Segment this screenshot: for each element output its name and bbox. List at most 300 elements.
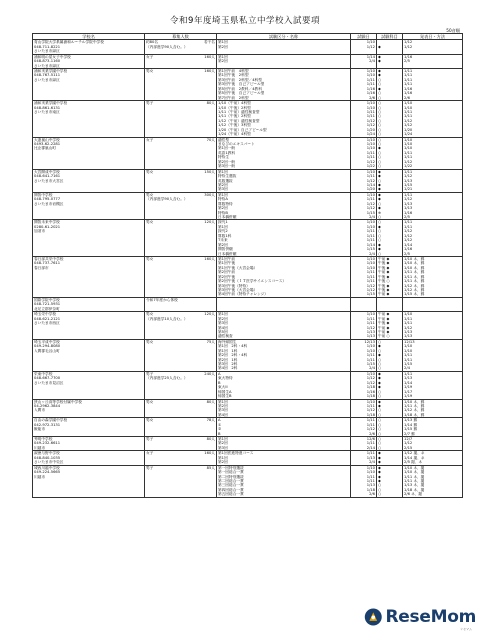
subjects-cell <box>377 437 403 451</box>
exam-date-line: 1/10 <box>366 73 375 78</box>
exam-type-line: 1/10（午前）4科型 <box>218 101 251 106</box>
subjects-line: ◆ <box>378 192 381 197</box>
exam-type-line: 1/12（午後）3科型 <box>218 123 251 128</box>
exam-date-cell <box>351 40 377 54</box>
exam-date-line: 1/12 <box>366 288 375 293</box>
recruit-label: 男子 <box>146 437 154 442</box>
school-line: 浦和実業学園中学校 <box>34 69 68 74</box>
school-line: 埼玉平成中学校 <box>34 339 60 344</box>
exam-date-line: 1/15 <box>366 210 375 215</box>
school-cell <box>33 54 145 68</box>
subjects-line: ○ <box>378 137 382 142</box>
subjects-line: ◆ <box>378 455 381 460</box>
exam-date-line: 1/12 <box>366 123 375 128</box>
announcement-cell <box>403 297 463 311</box>
exam-date-line: 1/10 <box>366 465 375 470</box>
announcement-cell <box>403 256 463 297</box>
exam-date-line: 1/12 <box>366 206 375 211</box>
subjects-line: ○ <box>378 357 382 362</box>
recruit-capacity: 150人 <box>204 169 215 174</box>
exam-type-line: 第1回 1科 <box>218 348 238 353</box>
exam-date-cell <box>351 297 377 311</box>
school-cell <box>33 40 145 54</box>
table-row <box>33 256 463 297</box>
announcement-line: 1/13 <box>404 376 413 381</box>
school-line: 埼玉栄中学校 <box>34 312 57 317</box>
exam-date-line: 1/11 <box>366 474 375 479</box>
subjects-line: ◆ <box>378 380 381 385</box>
table-row <box>33 169 463 192</box>
announcement-line: 1/12 <box>404 229 413 234</box>
exam-type-line: ① <box>218 422 222 427</box>
exam-date-line: 1/10 <box>366 101 375 106</box>
exam-type-line: 第1回午後 <box>218 261 236 266</box>
subjects-cell <box>377 69 403 101</box>
recruit-capacity: 80人 <box>206 101 215 106</box>
announcement-line: 12/13 <box>404 339 415 344</box>
subjects-line: ※ <box>378 210 382 215</box>
subjects-line: ◆ <box>378 242 381 247</box>
exam-date-line: 1/10 <box>366 40 375 45</box>
table-row <box>33 40 463 54</box>
school-line: 川越市 <box>34 474 46 479</box>
exam-type-cell <box>217 137 351 169</box>
subjects-line: ○ <box>378 220 382 225</box>
recruit-capacity: 70人 <box>206 137 215 142</box>
announcement-line: 1/11 <box>404 220 413 225</box>
table-row <box>33 297 463 311</box>
exam-type-line: 第2回 1科 <box>218 357 238 362</box>
recruit-cell <box>145 312 217 340</box>
exam-type-line: 第1回 <box>218 399 228 404</box>
exam-date-cell <box>351 256 377 297</box>
school-cell <box>33 297 145 311</box>
school-cell <box>33 69 145 101</box>
exam-date-line: 1/10 <box>366 146 375 151</box>
exam-date-line: 1/10 <box>366 265 375 270</box>
school-line: 048-873-1160 <box>34 59 61 64</box>
exam-date-line: 1/11 <box>366 174 375 179</box>
exam-type-line: 第二回総合一貫 <box>218 478 244 483</box>
subjects-line: ◆ <box>378 403 381 408</box>
announcement-line: 2/5 <box>404 215 410 220</box>
announcement-line: 1/10 ネ、郵 <box>404 261 425 266</box>
subjects-cell <box>377 451 403 465</box>
exam-type-cell <box>217 437 351 451</box>
subjects-line: ○ <box>378 394 382 399</box>
exam-date-line: 1/10 <box>366 371 375 376</box>
announcement-line: 1/10 <box>404 312 413 317</box>
school-line: さいたま市中央区 <box>34 460 64 465</box>
exam-date-line: 1/12 <box>366 325 375 330</box>
col-header-exam-type: 試験区分・名称 <box>217 34 351 40</box>
school-line: 比企郡嵐山町 <box>34 146 57 151</box>
recruit-cell <box>145 69 217 101</box>
recruit-cell <box>145 465 217 497</box>
announcement-line: 1/12 ネ、郵 <box>404 283 425 288</box>
exam-date-line: 1/16 <box>366 86 375 91</box>
announcement-line: 1/13 郵 <box>404 418 418 423</box>
announcement-cell <box>403 137 463 169</box>
exam-date-line: 1/16 <box>366 91 375 96</box>
announcement-cell <box>403 220 463 257</box>
announcement-line: 1/11 ネ、掲 <box>404 478 425 483</box>
exam-date-line: 1/11 <box>366 150 375 155</box>
exam-type-line: 特待生選抜 <box>218 174 237 179</box>
exam-type-line: 1/20（午前）自己アピール型 <box>218 127 267 132</box>
exam-date-line: 1/12 <box>366 376 375 381</box>
subjects-line: ◆ <box>378 385 381 390</box>
resemom-logo-text: ReseMom <box>385 607 476 627</box>
school-cell <box>33 220 145 257</box>
subjects-line: ○ <box>378 483 382 488</box>
announcement-line: 1/19 <box>404 385 413 390</box>
school-cell <box>33 451 145 465</box>
exam-type-line: 第3回 <box>218 408 228 413</box>
subjects-line: ◆ <box>378 224 381 229</box>
subjects-cell <box>377 371 403 399</box>
announcement-line: 1/11 ネ、郵 <box>404 403 425 408</box>
exam-type-cell <box>217 169 351 192</box>
table-row <box>33 339 463 371</box>
exam-type-line: 算数1科 <box>218 233 232 238</box>
recruit-line <box>146 376 215 380</box>
subjects-line: ◆ <box>378 470 381 475</box>
exam-type-line: 第1回午後（大宮会場） <box>218 265 258 270</box>
announcement-cell <box>403 399 463 418</box>
announcement-cell <box>403 418 463 437</box>
exam-type-line: 第2回 <box>218 460 228 465</box>
exam-type-line: 第1回午前 <box>218 256 236 261</box>
exam-date-line: 1/24 <box>366 132 375 137</box>
exam-date-cell <box>351 169 377 192</box>
recruit-capacity: 80人 <box>206 399 215 404</box>
exam-type-line: 第四回総合一貫 <box>218 487 244 492</box>
announcement-line: 1/13 <box>404 206 413 211</box>
announcement-line: 1/14 <box>404 242 413 247</box>
recruit-cell <box>145 418 217 437</box>
exam-type-line: 第2回 <box>218 242 228 247</box>
school-line: 北足立郡伊奈町 <box>34 306 60 311</box>
exam-date-line: 1/11 <box>366 270 375 275</box>
school-line: さいたま市大宮区 <box>34 178 64 183</box>
exam-date-line: 1/11 <box>366 82 375 87</box>
subjects-line: 午後 ◆ <box>378 265 390 270</box>
exam-date-line: 1/10 <box>366 137 375 142</box>
exam-type-line: 算数特待 <box>218 201 233 206</box>
recruit-capacity: 120人 <box>204 220 215 225</box>
announcement-line: 1/12 <box>404 159 413 164</box>
school-line: 城西川越中学校 <box>34 465 60 470</box>
exam-date-line: 1/12 <box>366 408 375 413</box>
recruit-label: 男女 <box>146 169 154 174</box>
col-header-subjects: 試験科目 <box>377 34 403 40</box>
subjects-line: ○ <box>378 105 382 110</box>
school-cell <box>33 192 145 220</box>
announcement-line: 1/11 <box>404 109 413 114</box>
announcement-line: 2/5 掲、ネ <box>404 460 423 465</box>
exam-date-line: 1/10 <box>366 348 375 353</box>
recruit-label: 男女 <box>146 418 154 423</box>
announcement-line: 1/10 <box>404 137 413 142</box>
exam-type-cell <box>217 297 351 311</box>
recruit-label: 男女 <box>146 220 154 225</box>
subjects-line: ◆ <box>378 474 381 479</box>
subjects-cell <box>377 399 403 418</box>
announcement-line: 1/15 ネ、郵 <box>404 292 425 297</box>
subjects-line: ○ <box>378 164 382 169</box>
resemom-logo-subtext: リセマム <box>460 627 472 631</box>
subjects-line: ○ <box>378 362 382 367</box>
exam-type-line: 第1回 <box>218 54 228 59</box>
exam-type-line: ② <box>218 427 222 432</box>
exam-type-line: 第5回午後 自己アピール型 <box>218 91 265 96</box>
school-line: さいたま市緑区 <box>34 63 60 68</box>
announcement-line: 1/10 ネ、掲 <box>404 470 425 475</box>
recruit-line <box>146 170 215 174</box>
subjects-line: ◆ <box>378 206 381 211</box>
exam-type-line: 第2回 <box>218 206 228 211</box>
recruit-label: 女子 <box>146 54 154 59</box>
exam-date-line: 1/11 <box>366 353 375 358</box>
school-cell <box>33 418 145 437</box>
recruit-line <box>146 340 215 344</box>
subjects-line: 午前 ◆ <box>378 312 390 317</box>
announcement-line: 1/11 ネ、掲 <box>404 474 425 479</box>
school-cell <box>33 399 145 418</box>
subjects-line: ○ <box>378 389 382 394</box>
school-line: 青山学院大学系属浦和ルーテル学院中学校 <box>34 40 104 45</box>
exam-date-line: 1/15 <box>366 247 375 252</box>
exam-type-line: 第2回 <box>218 441 228 446</box>
exam-type-line: 第2回 <box>218 59 228 64</box>
subjects-line: ○ <box>378 437 382 442</box>
exam-date-line: 1/12 <box>366 44 375 49</box>
recruit-line <box>146 69 215 73</box>
recruit-line <box>146 400 215 404</box>
subjects-line: 午後 ◆ <box>378 321 390 326</box>
exam-date-line: 1/11 <box>366 233 375 238</box>
announcement-line: 1/11 <box>404 69 413 74</box>
exam-date-cell <box>351 312 377 340</box>
subjects-line: ◆ <box>378 59 381 64</box>
announcement-line: 1/10 ネ、郵 <box>404 256 425 261</box>
subjects-line: ○ <box>378 339 382 344</box>
subjects-line: 午前 ◆ <box>378 316 390 321</box>
exam-type-cell <box>217 256 351 297</box>
announcement-line: 1/14 郵 <box>404 422 418 427</box>
school-line: 0493-62-2281 <box>34 142 61 147</box>
recruit-label: （内部進学90人含む。） <box>146 44 188 49</box>
school-line: 048-721-5931 <box>34 302 61 307</box>
exam-date-line: 1/11 <box>366 422 375 427</box>
subjects-line: ◆ <box>378 69 381 74</box>
subjects-line: ◆ <box>378 344 381 349</box>
exam-date-line: 1/18 <box>366 487 375 492</box>
subjects-line: ○ <box>378 118 382 123</box>
announcement-cell <box>403 101 463 138</box>
exam-type-line: 適性型 <box>218 137 230 142</box>
subjects-line: ○ <box>378 408 382 413</box>
school-cell <box>33 465 145 497</box>
announcement-line: 1/11 <box>404 114 413 119</box>
exam-date-line: 1/11 <box>366 238 375 243</box>
school-line: 大妻嵐山中学校 <box>34 137 60 142</box>
school-line: 048-767-5111 <box>34 73 61 78</box>
exam-type-line: 第4回 2科 <box>218 366 238 371</box>
announcement-line: 1/11 <box>404 353 413 358</box>
school-line: 浦和実業学園中学校 <box>34 101 68 106</box>
exam-date-line: 1/13 <box>366 334 375 339</box>
announcement-line: 1/13 ネ、掲 <box>404 483 425 488</box>
subjects-line: ◆ <box>378 146 381 151</box>
exam-date-line: 1/10 <box>366 192 375 197</box>
exam-type-line: 1/12（午前）適性検査型 <box>218 118 260 123</box>
exam-date-cell <box>351 371 377 399</box>
exam-date-line: 1/12 <box>366 201 375 206</box>
exam-type-line: 第三回総合一貫 <box>218 483 244 488</box>
exam-type-line: 第1回午前 4科型 <box>218 69 249 74</box>
exam-date-cell <box>351 220 377 257</box>
exam-type-line: 第3回午後（特待） <box>218 283 250 288</box>
recruit-line <box>146 466 215 470</box>
exam-type-line: B <box>218 431 221 436</box>
exam-type-cell <box>217 465 351 497</box>
school-line: さいたま市南区 <box>34 109 60 114</box>
exam-type-line: 探究2 <box>218 229 228 234</box>
table-row <box>33 418 463 437</box>
subjects-line: ◆ <box>378 182 381 187</box>
exam-type-line: 第3回 <box>218 445 228 450</box>
exam-type-line: 第1回 <box>218 224 228 229</box>
school-line: 大宮開成中学校 <box>34 169 60 174</box>
exam-type-line: 第2回午前 <box>218 270 236 275</box>
recruit-line <box>146 418 215 422</box>
announcement-line: 1/14 掲、ネ <box>404 455 425 460</box>
exam-type-line: 第3回一般 <box>218 164 236 169</box>
announcement-line: 1/15 <box>404 362 413 367</box>
announcement-line: 1/11 <box>404 169 413 174</box>
recruit-cell <box>145 297 217 311</box>
table-row <box>33 465 463 497</box>
exam-date-line: 1/10 <box>366 224 375 229</box>
announcement-cell <box>403 451 463 465</box>
recruit-label: 男女 <box>146 339 154 344</box>
subjects-line: 午後 ◆ <box>378 261 390 266</box>
exam-type-line: 第3回 <box>218 321 228 326</box>
recruit-capacity: 78人 <box>206 418 215 423</box>
exam-type-cell <box>217 101 351 138</box>
subjects-line: ○ <box>378 431 382 436</box>
exam-date-line: 2/14 <box>366 445 375 450</box>
exam-date-line: 1/10 <box>366 169 375 174</box>
exam-type-cell <box>217 40 351 54</box>
exam-type-line: 第2回 2科・4科 <box>218 353 248 358</box>
exam-date-line: 1/11 <box>366 451 375 456</box>
announcement-cell <box>403 437 463 451</box>
exam-date-cell <box>351 192 377 220</box>
exam-date-cell <box>351 465 377 497</box>
exam-type-cell <box>217 371 351 399</box>
announcement-line: 1/12 <box>404 233 413 238</box>
exam-type-line: 第2回 <box>218 403 228 408</box>
exam-date-line: 1/11 <box>366 441 375 446</box>
exam-date-line: 1/11 <box>366 478 375 483</box>
recruit-line <box>146 55 215 59</box>
exam-date-line: 1/14 <box>366 182 375 187</box>
exam-type-line: 1/10（午後）2科型 <box>218 105 251 110</box>
announcement-line: 1/16 <box>404 247 413 252</box>
school-line: 048-641-7161 <box>34 174 61 179</box>
subjects-line: ○ <box>378 159 382 164</box>
school-line: 春日部市 <box>34 265 49 270</box>
subjects-line: ○ <box>378 142 382 147</box>
announcement-line: 1/12 掲、ネ <box>404 451 425 456</box>
recruit-label: 男女 <box>146 256 154 261</box>
announcement-line: 1/11 <box>404 150 413 155</box>
exam-type-cell <box>217 54 351 68</box>
exam-type-line: 第1回 <box>218 169 228 174</box>
subjects-line: ○ <box>378 114 382 119</box>
school-line: 0280-61-2021 <box>34 224 61 229</box>
table-row <box>33 399 463 418</box>
exam-date-cell <box>351 137 377 169</box>
exam-type-line: 第7回午前 2科型 <box>218 95 249 100</box>
announcement-line: 1/11 <box>404 316 413 321</box>
announcement-line: 2/5 <box>404 59 410 64</box>
exam-date-line: 2/4 <box>369 366 375 371</box>
exam-date-line: 12/6 <box>366 437 375 442</box>
table-body <box>33 40 463 497</box>
recruit-label: 男女 <box>146 69 154 74</box>
exam-type-line: 第一回総合一貫 <box>218 470 244 475</box>
recruit-cell <box>145 137 217 169</box>
exam-type-line: 第1回 <box>218 437 228 442</box>
announcement-line: 1/16 <box>404 86 413 91</box>
announcement-line: 1/12 <box>404 238 413 243</box>
subjects-line: ○ <box>378 233 382 238</box>
exam-date-line: 1/10 <box>366 142 375 147</box>
exam-type-line: 特待生 <box>218 155 230 160</box>
recruit-label: 男子 <box>146 101 154 106</box>
school-cell <box>33 312 145 340</box>
exam-date-line: 1/11 <box>366 229 375 234</box>
announcement-line: 1/16 <box>404 91 413 96</box>
announcement-line: 2/7 郵 <box>404 431 415 436</box>
announcement-line: 1/12 <box>404 325 413 330</box>
exam-date-line: 1/18 <box>366 385 375 390</box>
announcement-cell <box>403 465 463 497</box>
announcement-line: 1/21 <box>404 187 413 192</box>
table-row <box>33 312 463 340</box>
announcement-line: 1/13 <box>404 334 413 339</box>
col-header-school: 学校名 <box>33 34 145 40</box>
exam-date-line: 1/10 <box>366 69 375 74</box>
exam-date-line: 1/10 <box>366 344 375 349</box>
table-row <box>33 437 463 451</box>
subjects-line: ○ <box>378 441 382 446</box>
subjects-line: ○ <box>378 418 382 423</box>
recruit-label: 男子 <box>146 371 154 376</box>
school-line: 栄東中学校 <box>34 371 53 376</box>
exam-type-line: 第3回午後（大宮会場） <box>218 288 258 293</box>
announcement-cell <box>403 69 463 101</box>
exam-type-line: 第1回一般 <box>218 146 236 151</box>
announcement-line: 1/11 ネ、郵 <box>404 279 425 284</box>
school-line: 048-861-6131 <box>34 105 61 110</box>
subjects-line: 午後 ◆ <box>378 283 390 288</box>
exam-type-line: A <box>218 418 221 423</box>
